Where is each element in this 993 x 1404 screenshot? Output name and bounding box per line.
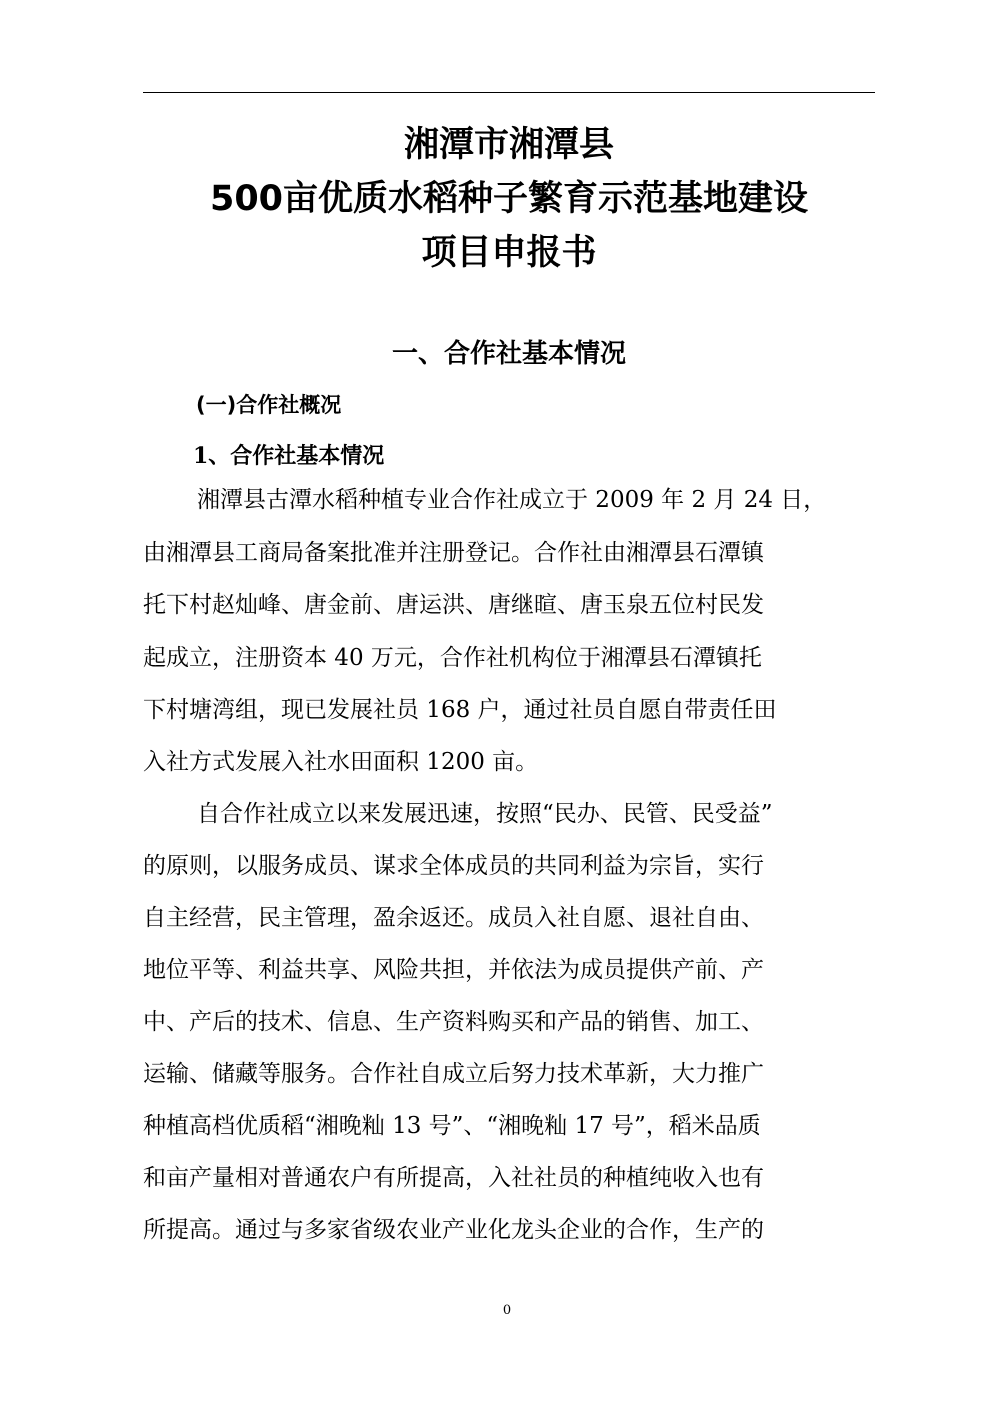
paragraph-line: 入社方式发展入社水田面积 1200 亩。: [143, 749, 539, 775]
paragraph-line: 湘潭县古潭水稻种植专业合作社成立于 2009 年 2 月 24 日，: [197, 487, 827, 513]
header-rule: [143, 92, 875, 93]
paragraph-line: 由湘潭县工商局备案批准并注册登记。合作社由湘潭县石潭镇: [143, 540, 764, 566]
paragraph-line: 起成立，注册资本 40 万元，合作社机构位于湘潭县石潭镇托: [143, 645, 762, 671]
paragraph-line: 和亩产量相对普通农户有所提高，入社社员的种植纯收入也有: [143, 1165, 764, 1191]
document-title: [143, 118, 875, 280]
title-line: 湘潭市湘潭县: [403, 125, 614, 165]
paragraph-line: 种植高档优质稻“湘晚籼 13 号”、“湘晚籼 17 号”，稻米品质: [143, 1113, 761, 1139]
item-heading: 1、合作社基本情况: [193, 443, 385, 469]
subsection-heading: (一)合作社概况: [196, 393, 342, 417]
page-number: 0: [502, 1303, 512, 1318]
paragraph-line: 自合作社成立以来发展迅速，按照“民办、民管、民受益”: [197, 801, 773, 827]
paragraph-line: 自主经营，民主管理，盈余返还。成员入社自愿、退社自由、: [143, 905, 764, 931]
section-heading: 一、合作社基本情况: [391, 339, 626, 369]
title-line: 项目申报书: [421, 233, 597, 273]
paragraph-line: 的原则，以服务成员、谋求全体成员的共同利益为宗旨，实行: [143, 853, 764, 879]
paragraph-line: 中、产后的技术、信息、生产资料购买和产品的销售、加工、: [143, 1009, 764, 1035]
paragraph-line: 下村塘湾组，现已发展社员 168 户，通过社员自愿自带责任田: [143, 697, 777, 723]
title-line: 500亩优质水稻种子繁育示范基地建设: [209, 179, 809, 219]
paragraph-line: 所提高。通过与多家省级农业产业化龙头企业的合作，生产的: [143, 1217, 764, 1243]
paragraph-line: 运输、储藏等服务。合作社自成立后努力技术革新，大力推广: [143, 1061, 764, 1087]
paragraph-line: 地位平等、利益共享、风险共担，并依法为成员提供产前、产: [143, 957, 764, 983]
paragraph-line: 托下村赵灿峰、唐金前、唐运洪、唐继暄、唐玉泉五位村民发: [143, 592, 764, 618]
